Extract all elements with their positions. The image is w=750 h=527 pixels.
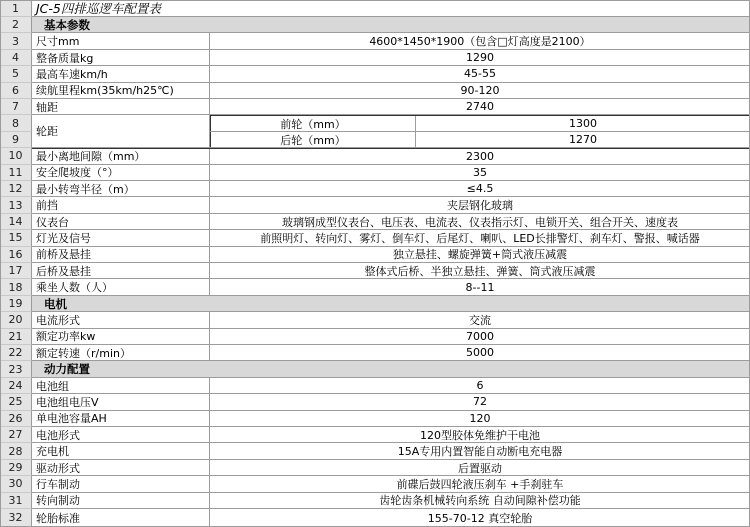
param-value[interactable]: 120: [469, 411, 491, 425]
row-number[interactable]: 16: [0, 247, 32, 263]
sheet-row[interactable]: [0, 509, 750, 527]
row-number[interactable]: 23: [0, 361, 32, 377]
row-number[interactable]: 8: [0, 115, 32, 131]
sheet-row[interactable]: [0, 394, 750, 410]
section-row[interactable]: [0, 296, 750, 312]
row-number[interactable]: 24: [0, 378, 32, 394]
sheet-row[interactable]: [0, 263, 750, 279]
param-label[interactable]: 灯光及信号: [32, 230, 210, 245]
param-value[interactable]: ≤4.5: [466, 182, 494, 196]
section-row[interactable]: [0, 361, 750, 377]
section-row[interactable]: [0, 17, 750, 33]
sheet-row[interactable]: [0, 378, 750, 394]
sheet-row[interactable]: [0, 50, 750, 66]
param-label[interactable]: 尺寸mm: [32, 33, 210, 48]
param-label[interactable]: 后桥及悬挂: [32, 263, 210, 278]
param-value[interactable]: 45-55: [464, 67, 496, 81]
row-number[interactable]: 14: [0, 214, 32, 230]
param-label[interactable]: 单电池容量AH: [32, 411, 210, 426]
param-value[interactable]: 后置驱动: [458, 461, 502, 475]
param-value[interactable]: 玻璃钢成型仪表台、电压表、电流表、仪表指示灯、电锁开关、组合开关、速度表: [282, 215, 678, 229]
section-motor[interactable]: 电机: [44, 296, 67, 311]
row-number[interactable]: 22: [0, 345, 32, 361]
param-value[interactable]: 5000: [466, 346, 494, 360]
param-value[interactable]: 整体式后桥、半独立悬挂、弹簧、筒式液压减震: [364, 264, 596, 278]
row-number[interactable]: 4: [0, 50, 32, 66]
section-basic-params[interactable]: 基本参数: [44, 17, 90, 32]
row-number[interactable]: 1: [0, 0, 32, 17]
param-label[interactable]: 乘坐人数（人）: [32, 279, 210, 294]
sheet-row[interactable]: [0, 197, 750, 213]
row-number[interactable]: 27: [0, 427, 32, 443]
row-number[interactable]: 20: [0, 312, 32, 328]
param-label[interactable]: 安全爬坡度（°）: [32, 165, 210, 180]
param-label[interactable]: 电池组: [32, 378, 210, 393]
sheet-row[interactable]: [0, 247, 750, 263]
param-value[interactable]: 2300: [466, 149, 494, 163]
param-value[interactable]: 155-70-12 真空轮胎: [427, 511, 533, 525]
param-label[interactable]: 最小离地间隙（mm）: [32, 149, 210, 163]
sheet-row[interactable]: [0, 83, 750, 99]
sheet-row[interactable]: [0, 329, 750, 345]
row-number[interactable]: 31: [0, 493, 32, 509]
param-label[interactable]: 续航里程km(35km/h25℃): [32, 83, 210, 98]
row-number[interactable]: 11: [0, 165, 32, 181]
param-value[interactable]: 1290: [466, 50, 494, 64]
param-value[interactable]: 夹层钢化玻璃: [447, 199, 513, 213]
param-label[interactable]: 行车制动: [32, 476, 210, 491]
row-number[interactable]: 2: [0, 17, 32, 33]
param-label[interactable]: 充电机: [32, 443, 210, 458]
sheet-row[interactable]: [0, 443, 750, 459]
front-track-label[interactable]: 前轮（mm）: [210, 116, 416, 130]
sheet-row[interactable]: [0, 148, 750, 164]
sheet-title[interactable]: JC-5四排巡逻车配置表: [36, 1, 161, 16]
param-value[interactable]: 35: [473, 165, 487, 179]
param-label[interactable]: 电池组电压V: [32, 394, 210, 409]
row-number[interactable]: 12: [0, 181, 32, 197]
param-value[interactable]: 交流: [469, 313, 491, 327]
row-number[interactable]: 6: [0, 83, 32, 99]
param-label[interactable]: 轴距: [32, 99, 210, 114]
param-label[interactable]: 驱动形式: [32, 460, 210, 475]
sheet-row[interactable]: [0, 33, 750, 49]
row-number[interactable]: 25: [0, 394, 32, 410]
row-number[interactable]: 29: [0, 460, 32, 476]
param-label[interactable]: 最高车速km/h: [32, 66, 210, 81]
row-number[interactable]: 5: [0, 66, 32, 82]
row-number[interactable]: 7: [0, 99, 32, 115]
param-label[interactable]: 前桥及悬挂: [32, 247, 210, 262]
row-number[interactable]: 19: [0, 296, 32, 312]
row-number[interactable]: 15: [0, 230, 32, 246]
param-value[interactable]: 4600*1450*1900（包含□灯高度是2100）: [369, 35, 591, 49]
param-value[interactable]: 前照明灯、转向灯、雾灯、倒车灯、后尾灯、喇叭、LED长排警灯、刹车灯、警报、喊话器: [260, 231, 700, 245]
sheet-row[interactable]: [0, 345, 750, 361]
param-label[interactable]: 额定功率kw: [32, 329, 210, 344]
row-number[interactable]: 10: [0, 148, 32, 164]
sheet-row[interactable]: [0, 279, 750, 295]
param-label[interactable]: 电流形式: [32, 312, 210, 327]
row-number[interactable]: 32: [0, 509, 32, 527]
sheet-row[interactable]: [0, 427, 750, 443]
param-value[interactable]: 90-120: [460, 83, 500, 97]
param-value[interactable]: 72: [473, 395, 487, 409]
row-number[interactable]: 13: [0, 197, 32, 213]
rear-track-label[interactable]: 后轮（mm）: [210, 132, 416, 147]
front-track-value[interactable]: 1300: [569, 117, 597, 131]
param-value[interactable]: 独立悬挂、螺旋弹簧+筒式液压减震: [392, 248, 568, 262]
sheet-row[interactable]: [0, 0, 750, 17]
param-label[interactable]: 轮胎标准: [32, 509, 210, 526]
row-number[interactable]: 3: [0, 33, 32, 49]
param-value[interactable]: 6: [476, 378, 484, 392]
param-label[interactable]: 电池形式: [32, 427, 210, 442]
sheet-row[interactable]: [0, 230, 750, 246]
sheet-row[interactable]: [0, 99, 750, 115]
row-number[interactable]: 17: [0, 263, 32, 279]
sheet-row[interactable]: [0, 312, 750, 328]
param-label[interactable]: 最小转弯半径（m）: [32, 181, 210, 196]
sheet-row[interactable]: [0, 214, 750, 230]
row-number[interactable]: 26: [0, 411, 32, 427]
param-value[interactable]: 2740: [466, 100, 494, 114]
param-value[interactable]: 齿轮齿条机械转向系统 自动间隙补偿功能: [379, 494, 581, 508]
rear-track-value[interactable]: 1270: [569, 132, 597, 146]
param-label[interactable]: 整备质量kg: [32, 50, 210, 65]
param-value[interactable]: 120型胶体免维护干电池: [420, 428, 540, 442]
param-value[interactable]: 7000: [466, 329, 494, 343]
sheet-row[interactable]: [0, 493, 750, 509]
row-number[interactable]: 30: [0, 476, 32, 492]
param-label[interactable]: 转向制动: [32, 493, 210, 508]
sheet-row[interactable]: [0, 66, 750, 82]
sheet-row[interactable]: [0, 165, 750, 181]
section-power[interactable]: 动力配置: [44, 362, 90, 377]
sheet-row[interactable]: [0, 181, 750, 197]
track-label[interactable]: 轮距: [32, 115, 210, 148]
sheet-row[interactable]: [0, 460, 750, 476]
param-label[interactable]: 额定转速（r/min）: [32, 345, 210, 360]
sheet-row[interactable]: [0, 411, 750, 427]
param-label[interactable]: 仪表台: [32, 214, 210, 229]
param-label[interactable]: 前挡: [32, 197, 210, 212]
param-value[interactable]: 前碟后鼓四轮液压刹车 +手刹驻车: [396, 477, 564, 491]
row-number[interactable]: 21: [0, 329, 32, 345]
row-number[interactable]: 18: [0, 279, 32, 295]
param-value[interactable]: 8--11: [465, 280, 495, 294]
row-number[interactable]: 28: [0, 443, 32, 459]
row-number[interactable]: 9: [0, 132, 32, 148]
sheet-row[interactable]: [0, 476, 750, 492]
param-value[interactable]: 15A专用内置智能自动断电充电器: [397, 445, 563, 459]
